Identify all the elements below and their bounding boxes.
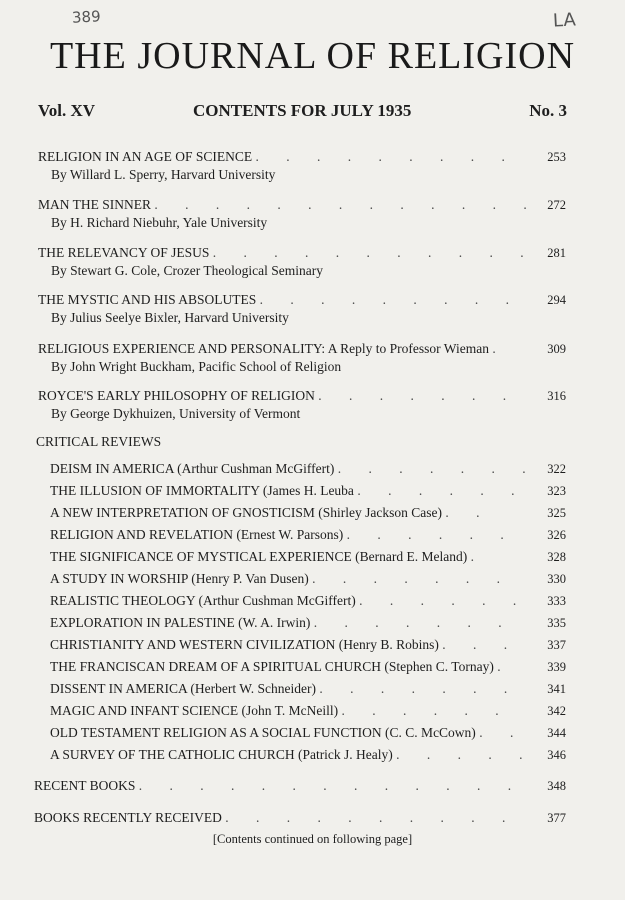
review-page: 344 [547, 726, 566, 740]
review-page: 328 [547, 550, 566, 564]
review-title: CHRISTIANITY AND WESTERN CIVILIZATION (Henry B. Robins) [50, 637, 439, 652]
review-entry: A NEW INTERPRETATION OF GNOSTICISM (Shirley Jackson Case) . . 325 [50, 505, 566, 520]
review-title: OLD TESTAMENT RELIGION AS A SOCIAL FUNCTION (C. C. McCown) [50, 725, 476, 740]
review-title: DISSENT IN AMERICA (Herbert W. Schneider) [50, 681, 316, 696]
review-page: 322 [547, 462, 566, 476]
article-title: RELIGIOUS EXPERIENCE AND PERSONALITY: A Reply to Professor Wieman [38, 341, 489, 356]
review-entry: DISSENT IN AMERICA (Herbert W. Schneider) . . . . . . . 341 [50, 681, 566, 696]
article-author: By George Dykhuizen, University of Vermont [51, 406, 301, 421]
article-title: RELIGION IN AN AGE OF SCIENCE [38, 149, 253, 164]
section-entry: BOOKS RECENTLY RECEIVED . . . . . . . . . . 377 [34, 810, 566, 825]
review-entry: A SURVEY OF THE CATHOLIC CHURCH (Patrick J. Healy) . . . . . 346 [50, 747, 566, 762]
critical-reviews-heading: CRITICAL REVIEWS [36, 434, 162, 449]
review-entry: DEISM IN AMERICA (Arthur Cushman McGiffert) . . . . . . . 322 [50, 461, 566, 476]
handwritten-number: 389 [71, 7, 102, 27]
review-title: REALISTIC THEOLOGY (Arthur Cushman McGiffert) [50, 593, 356, 608]
review-entry: REALISTIC THEOLOGY (Arthur Cushman McGiffert) . . . . . . 333 [50, 593, 566, 608]
review-title: MAGIC AND INFANT SCIENCE (John T. McNeill) [50, 703, 339, 718]
article-page: 294 [547, 293, 566, 307]
review-title: A NEW INTERPRETATION OF GNOSTICISM (Shirley Jackson Case) [50, 505, 443, 520]
article-entry: RELIGIOUS EXPERIENCE AND PERSONALITY: A Reply to Professor Wieman . 309 By John Wright Buckham, Pacific School of Religion [38, 341, 566, 374]
section-title: RECENT BOOKS [34, 778, 136, 793]
review-page: 346 [547, 748, 566, 762]
article-page: 309 [547, 342, 566, 356]
article-author: By Willard L. Sperry, Harvard University [51, 167, 276, 182]
review-title: DEISM IN AMERICA (Arthur Cushman McGiffert) [50, 461, 335, 476]
review-page: 325 [547, 506, 566, 520]
article-title: ROYCE'S EARLY PHILOSOPHY OF RELIGION [38, 388, 315, 403]
handwritten-initials: LA [552, 9, 577, 32]
section-entry: RECENT BOOKS . . . . . . . . . . . . . 348 [34, 778, 566, 793]
review-entry: A STUDY IN WORSHIP (Henry P. Van Dusen) . . . . . . . 330 [50, 571, 566, 586]
review-title: THE ILLUSION OF IMMORTALITY (James H. Leuba [50, 483, 354, 498]
review-page: 339 [547, 660, 566, 674]
section-page: 348 [547, 779, 566, 793]
review-page: 333 [547, 594, 566, 608]
continued-note: [Contents continued on following page] [212, 832, 413, 846]
review-title: EXPLORATION IN PALESTINE (W. A. Irwin) [50, 615, 311, 630]
review-title: A STUDY IN WORSHIP (Henry P. Van Dusen) [50, 571, 309, 586]
journal-title: THE JOURNAL OF RELIGION [49, 35, 576, 77]
article-page: 272 [547, 198, 566, 212]
article-page: 281 [547, 246, 566, 260]
article-author: By Stewart G. Cole, Crozer Theological Seminary [51, 263, 323, 278]
review-page: 326 [547, 528, 566, 542]
contents-date: CONTENTS FOR JULY 1935 [193, 101, 412, 120]
article-entry: THE MYSTIC AND HIS ABSOLUTES . . . . . . . . . 294 By Julius Seelye Bixler, Harvard University [38, 292, 566, 325]
article-title: THE MYSTIC AND HIS ABSOLUTES [38, 292, 257, 307]
article-entry: MAN THE SINNER . . . . . . . . . . . . . 272 By H. Richard Niebuhr, Yale University [38, 197, 566, 230]
article-page: 253 [547, 150, 566, 164]
review-entry: RELIGION AND REVELATION (Ernest W. Parsons) . . . . . . 326 [50, 527, 566, 542]
article-entry: RELIGION IN AN AGE OF SCIENCE . . . . . . . . . 253 By Willard L. Sperry, Harvard University [38, 149, 566, 182]
article-title: MAN THE SINNER [38, 197, 152, 212]
review-title: THE FRANCISCAN DREAM OF A SPIRITUAL CHURCH (Stephen C. Tornay) [50, 659, 494, 674]
review-title: A SURVEY OF THE CATHOLIC CHURCH (Patrick J. Healy) [50, 747, 393, 762]
review-title: THE SIGNIFICANCE OF MYSTICAL EXPERIENCE (Bernard E. Meland) [50, 549, 468, 564]
review-page: 335 [547, 616, 566, 630]
article-title: THE RELEVANCY OF JESUS [38, 245, 210, 260]
review-page: 330 [547, 572, 566, 586]
review-entry: OLD TESTAMENT RELIGION AS A SOCIAL FUNCTION (C. C. McCown) . . 344 [50, 725, 566, 740]
review-page: 323 [547, 484, 566, 498]
review-entry: MAGIC AND INFANT SCIENCE (John T. McNeill) . . . . . . 342 [50, 703, 566, 718]
article-entry: THE RELEVANCY OF JESUS . . . . . . . . . . . 281 By Stewart G. Cole, Crozer Theological Seminary [38, 245, 566, 278]
section-title: BOOKS RECENTLY RECEIVED [34, 810, 222, 825]
review-title: RELIGION AND REVELATION (Ernest W. Parsons) [50, 527, 344, 542]
review-page: 337 [547, 638, 566, 652]
review-entry: THE SIGNIFICANCE OF MYSTICAL EXPERIENCE (Bernard E. Meland) . 328 [50, 549, 566, 564]
article-author: By Julius Seelye Bixler, Harvard University [51, 310, 289, 325]
article-page: 316 [547, 389, 566, 403]
review-page: 342 [547, 704, 566, 718]
review-entry: CHRISTIANITY AND WESTERN CIVILIZATION (Henry B. Robins) . . . 337 [50, 637, 566, 652]
review-entry: THE FRANCISCAN DREAM OF A SPIRITUAL CHURCH (Stephen C. Tornay) . 339 [50, 659, 566, 674]
review-entry: THE ILLUSION OF IMMORTALITY (James H. Leuba . . . . . . 323 [50, 483, 566, 498]
issue-number: No. 3 [529, 101, 567, 120]
review-entry: EXPLORATION IN PALESTINE (W. A. Irwin) . . . . . . . 335 [50, 615, 566, 630]
article-entry: ROYCE'S EARLY PHILOSOPHY OF RELIGION . . . . . . . 316 By George Dykhuizen, University of Vermont [38, 388, 566, 421]
article-author: By H. Richard Niebuhr, Yale University [51, 215, 268, 230]
section-page: 377 [547, 811, 566, 825]
review-page: 341 [547, 682, 566, 696]
article-author: By John Wright Buckham, Pacific School of Religion [51, 359, 342, 374]
volume-label: Vol. XV [38, 101, 95, 120]
